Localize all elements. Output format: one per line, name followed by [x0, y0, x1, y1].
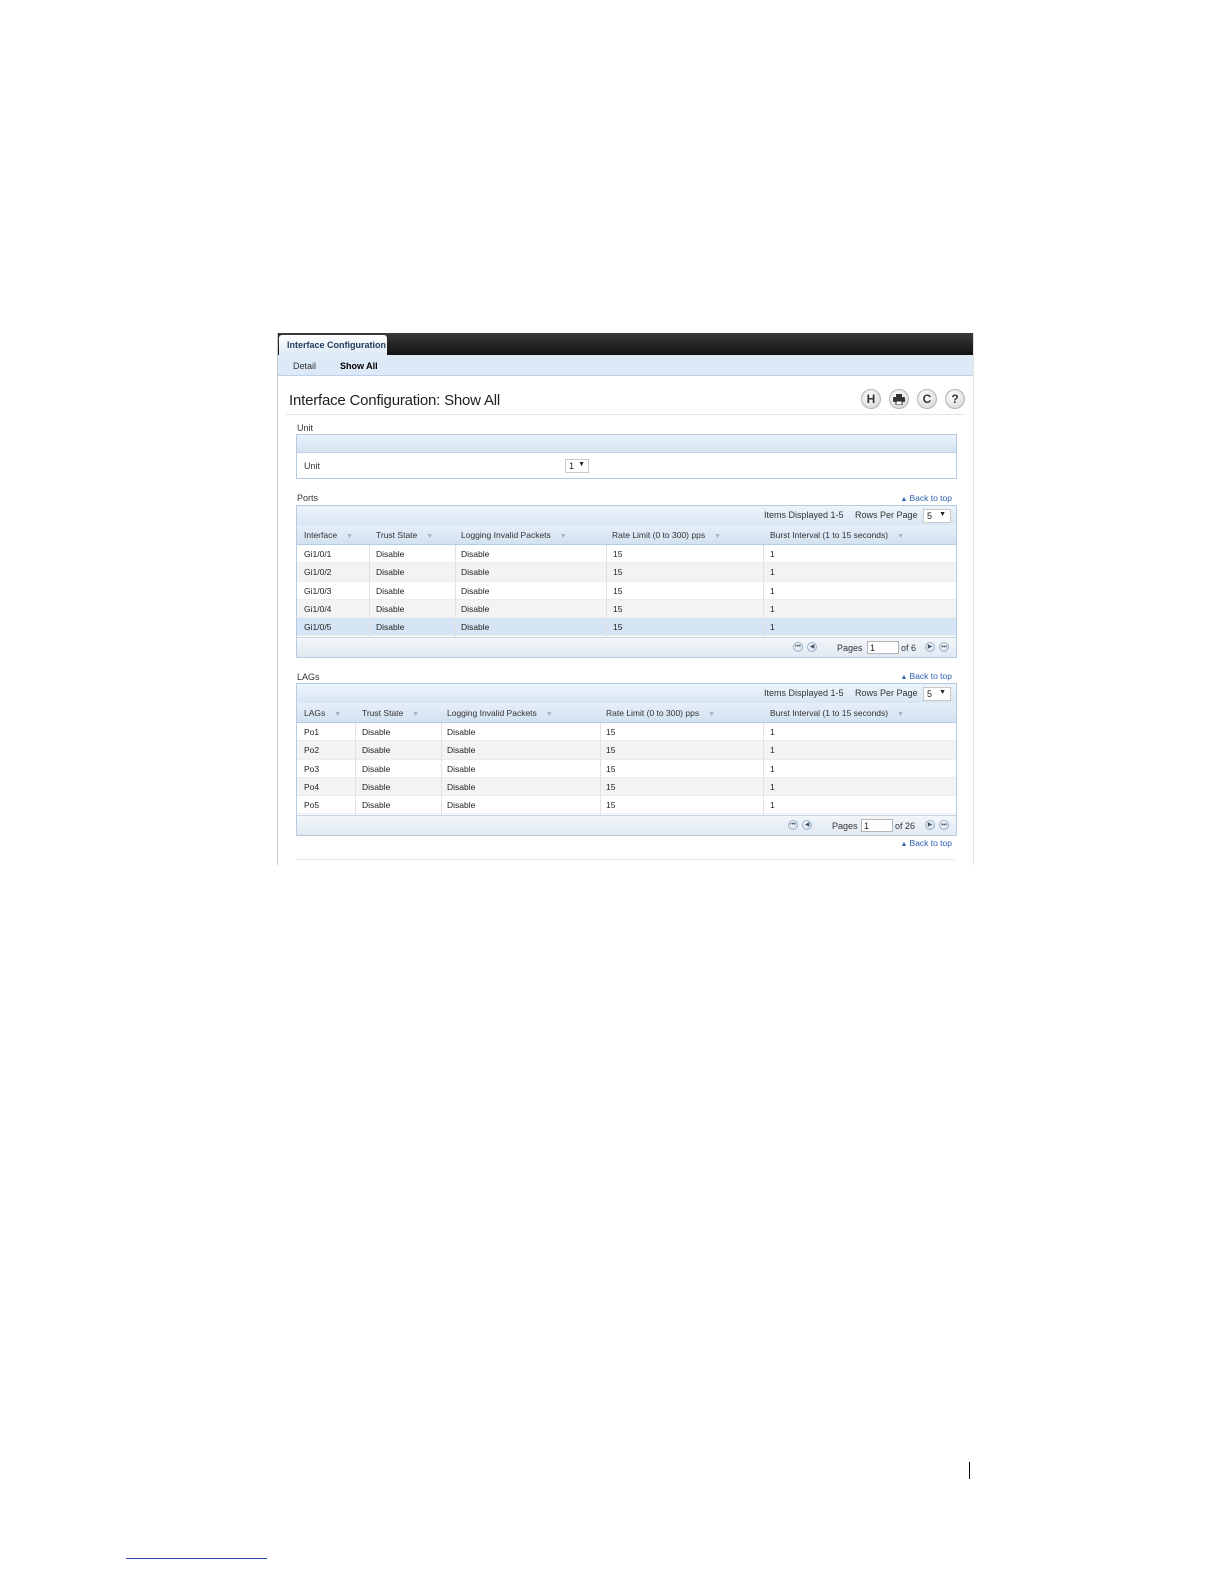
column-header-lags[interactable]: LAGs ▼ — [304, 708, 342, 718]
next-page-icon[interactable]: ▶ — [925, 820, 935, 830]
page-number-input[interactable]: 1 — [861, 819, 893, 832]
chevron-down-icon: ▼ — [578, 461, 585, 468]
table-row[interactable]: Po2 Disable Disable 15 1 — [297, 741, 956, 759]
column-divider — [763, 723, 764, 815]
chevron-down-icon: ▼ — [939, 511, 946, 518]
page-count: of 6 — [901, 643, 917, 653]
back-to-top-text: Back to top — [909, 493, 952, 503]
column-header-logging-invalid-packets[interactable]: Logging Invalid Packets ▼ — [447, 708, 553, 718]
subtab-bar — [278, 355, 973, 376]
column-divider — [606, 545, 607, 637]
column-header-rate-limit[interactable]: Rate Limit (0 to 300) pps ▼ — [606, 708, 716, 718]
table-row[interactable]: Po3 Disable Disable 15 1 — [297, 760, 956, 778]
ports-table-header — [297, 525, 956, 545]
rows-per-page-select[interactable] — [923, 687, 951, 701]
ports-table — [296, 505, 957, 658]
next-page-icon[interactable]: ▶ — [925, 642, 935, 652]
previous-page-icon[interactable]: ◀ — [802, 820, 812, 830]
table-row[interactable]: Gi1/0/1 Disable Disable 15 1 — [297, 545, 956, 563]
column-divider — [355, 723, 356, 815]
column-divider — [455, 545, 456, 637]
unit-section-label: Unit — [297, 423, 314, 433]
last-page-icon[interactable]: ⏭ — [939, 820, 949, 830]
sort-icon: ▼ — [334, 711, 342, 718]
ports-pager — [297, 637, 956, 657]
unit-field-label: Unit — [304, 461, 321, 471]
table-row[interactable]: Po1 Disable Disable 15 1 — [297, 723, 956, 741]
column-header-trust-state[interactable]: Trust State ▼ — [376, 530, 434, 540]
sort-icon: ▼ — [559, 533, 567, 540]
help-icon[interactable]: ? — [945, 389, 965, 409]
lags-table-header — [297, 703, 956, 723]
sort-icon: ▼ — [708, 711, 716, 718]
last-page-icon[interactable]: ⏭ — [939, 642, 949, 652]
items-displayed: Items Displayed 1-5 — [764, 688, 844, 698]
sort-icon: ▼ — [412, 711, 420, 718]
page-number-input[interactable]: 1 — [867, 641, 899, 654]
rows-per-page-label: Rows Per Page — [855, 510, 918, 520]
sort-icon: ▼ — [897, 711, 905, 718]
table-row[interactable]: Po4 Disable Disable 15 1 — [297, 778, 956, 796]
sort-icon: ▼ — [714, 533, 722, 540]
column-header-interface[interactable]: Interface ▼ — [304, 530, 354, 540]
column-header-burst-interval[interactable]: Burst Interval (1 to 15 seconds) ▼ — [770, 708, 905, 718]
bottom-back-to-top-link[interactable] — [901, 838, 952, 848]
footnote-rule — [126, 1558, 267, 1559]
window-titlebar — [278, 333, 973, 355]
sort-icon: ▼ — [426, 533, 434, 540]
table-row-selected[interactable]: Gi1/0/5 Disable Disable 15 1 — [297, 618, 956, 636]
save-icon[interactable]: H — [861, 389, 881, 409]
lags-back-to-top-link[interactable] — [901, 671, 952, 681]
pages-label: Pages — [837, 643, 863, 653]
column-header-logging-invalid-packets[interactable]: Logging Invalid Packets ▼ — [461, 530, 567, 540]
back-to-top-text: Back to top — [909, 838, 952, 848]
unit-select[interactable] — [565, 459, 589, 473]
items-displayed: Items Displayed 1-5 — [764, 510, 844, 520]
column-divider — [763, 545, 764, 637]
column-divider — [600, 723, 601, 815]
sort-icon: ▼ — [897, 533, 905, 540]
sort-icon: ▼ — [545, 711, 553, 718]
lags-section-label: LAGs — [297, 672, 320, 682]
column-header-trust-state[interactable]: Trust State ▼ — [362, 708, 420, 718]
back-to-top-text: Back to top — [909, 671, 952, 681]
page-count: of 26 — [895, 821, 916, 831]
column-header-burst-interval[interactable]: Burst Interval (1 to 15 seconds) ▼ — [770, 530, 905, 540]
rows-per-page-value: 5 — [927, 511, 933, 521]
toolbar — [861, 389, 969, 411]
table-row[interactable]: Gi1/0/3 Disable Disable 15 1 — [297, 582, 956, 600]
table-row[interactable]: Gi1/0/2 Disable Disable 15 1 — [297, 563, 956, 581]
column-divider — [441, 723, 442, 815]
unit-select-value: 1 — [569, 461, 575, 471]
previous-page-icon[interactable]: ◀ — [807, 642, 817, 652]
arrow-up-icon: ▲ — [900, 496, 908, 503]
ports-table-topbar — [297, 506, 956, 525]
print-icon[interactable] — [889, 389, 909, 409]
refresh-icon[interactable]: C — [917, 389, 937, 409]
column-divider — [369, 545, 370, 637]
lags-table-topbar — [297, 684, 956, 703]
bottom-divider — [296, 859, 955, 860]
unit-panel-header — [297, 435, 956, 453]
ports-section-label: Ports — [297, 493, 319, 503]
first-page-icon[interactable]: ⏮ — [793, 642, 803, 652]
page-number-marker — [969, 1462, 970, 1479]
chevron-down-icon: ▼ — [939, 689, 946, 696]
rows-per-page-select[interactable] — [923, 509, 951, 523]
title-divider — [286, 414, 965, 415]
pages-label: Pages — [832, 821, 858, 831]
rows-per-page-label: Rows Per Page — [855, 688, 918, 698]
column-header-rate-limit[interactable]: Rate Limit (0 to 300) pps ▼ — [612, 530, 722, 540]
screenshot-panel — [277, 333, 974, 865]
lags-table — [296, 683, 957, 836]
page-title: Interface Configuration: Show All — [289, 392, 501, 409]
tab-interface-configuration[interactable]: Interface Configuration — [279, 335, 387, 355]
table-row[interactable]: Gi1/0/4 Disable Disable 15 1 — [297, 600, 956, 618]
ports-back-to-top-link[interactable] — [901, 493, 952, 503]
arrow-up-icon: ▲ — [900, 841, 908, 848]
sort-icon: ▼ — [346, 533, 354, 540]
first-page-icon[interactable]: ⏮ — [788, 820, 798, 830]
arrow-up-icon: ▲ — [900, 674, 908, 681]
unit-panel — [296, 434, 957, 479]
subtab-show-all[interactable]: Show All — [340, 361, 378, 371]
subtab-detail[interactable]: Detail — [293, 361, 317, 371]
rows-per-page-value: 5 — [927, 689, 933, 699]
table-row[interactable]: Po5 Disable Disable 15 1 — [297, 796, 956, 814]
lags-pager — [297, 815, 956, 835]
